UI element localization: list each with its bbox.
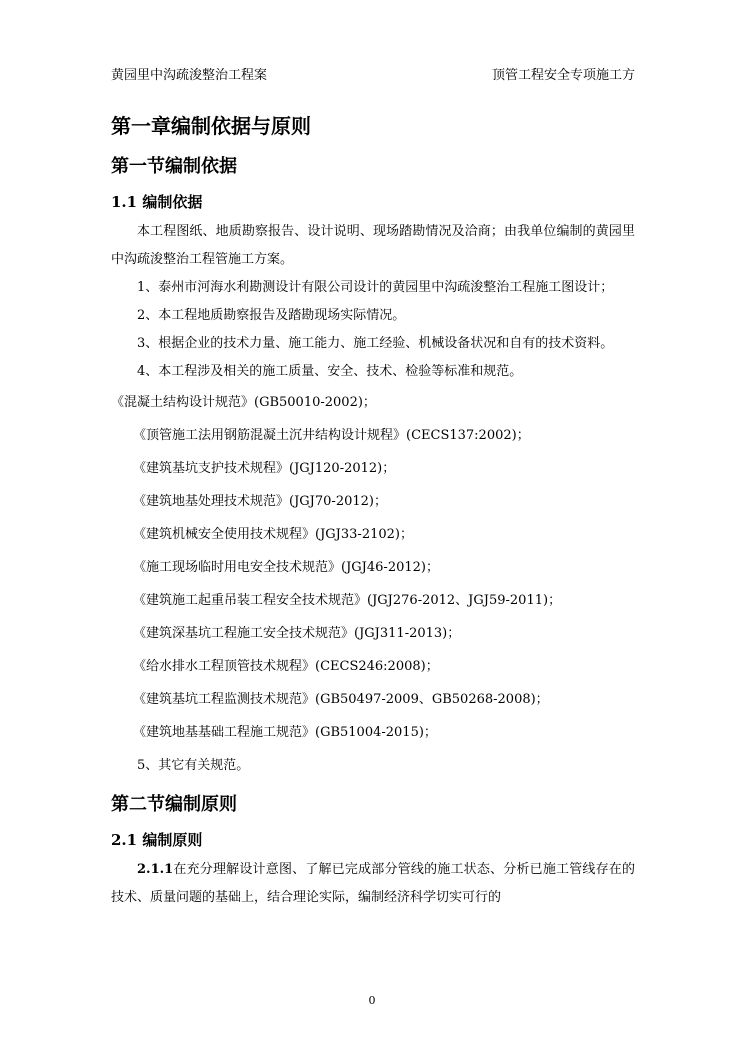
standard-ref-9: 《给水排水工程顶管技术规程》(CECS246:2008)； [133, 659, 439, 674]
basis-item-2: 2、本工程地质勘察报告及踏勘现场实际情况。 [137, 308, 406, 323]
standard-ref-7: 《建筑施工起重吊装工程安全技术规范》(JGJ276-2012、JGJ59-2011)； [133, 593, 562, 608]
basis-item-1: 1、泰州市河海水利勘测设计有限公司设计的黄园里中沟疏浚整治工程施工图设计； [137, 280, 614, 295]
chapter-title: 第一章编制依据与原则 [111, 114, 311, 138]
basis-item-5: 5、其它有关规范。 [137, 758, 250, 773]
section2-title: 第二节编制原则 [111, 794, 237, 815]
section1-title: 第一节编制依据 [111, 156, 237, 177]
standard-ref-3: 《建筑基坑支护技术规程》(JGJ120-2012)； [133, 461, 396, 476]
basis-item-3: 3、根据企业的技术力量、施工能力、施工经验、机械设备状况和自有的技术资料。 [137, 336, 614, 351]
header-document-type: 顶管工程安全专项施工方 [492, 68, 636, 83]
principle-number: 2.1.1 [137, 862, 174, 877]
header-project-name: 黄园里中沟疏浚整治工程案 [111, 68, 268, 83]
standard-ref-11: 《建筑地基基础工程施工规范》(GB51004-2015)； [133, 725, 437, 740]
principle-paragraph [111, 856, 635, 912]
standard-ref-1: 《混凝土结构设计规范》(GB50010-2002)； [111, 395, 376, 410]
standard-ref-2: 《顶管施工法用钢筋混凝土沉井结构设计规程》(CECS137:2002)； [133, 428, 530, 443]
standard-ref-6: 《施工现场临时用电安全技术规范》(JGJ46-2012)； [133, 560, 439, 575]
page-content [111, 108, 635, 912]
section1-intro: 本工程图纸、地质勘察报告、设计说明、现场踏勘情况及洽商；由我单位编制的黄园里中沟疏浚整治工程管施工方案。 [111, 224, 635, 267]
principle-text: 在充分理解设计意图、了解已完成部分管线的施工状态、分析已施工管线存在的技术、质量问题的基础上，结合理论实际，编制经济科学切实可行的 [111, 862, 635, 905]
standard-ref-4: 《建筑地基处理技术规范》(JGJ70-2012)； [133, 494, 387, 509]
basis-item-4: 4、本工程涉及相关的施工质量、安全、技术、检验等标准和规范。 [137, 364, 523, 379]
standard-ref-8: 《建筑深基坑工程施工安全技术规范》(JGJ311-2013)； [133, 626, 461, 641]
standard-ref-10: 《建筑基坑工程监测技术规范》(GB50497-2009、GB50268-2008)； [133, 692, 549, 707]
standard-ref-5: 《建筑机械安全使用技术规程》(JGJ33-2102)； [133, 527, 413, 542]
section1-subtitle: 1.1 编制依据 [111, 193, 203, 211]
page-number: 0 [368, 994, 376, 1007]
section2-subtitle: 2.1 编制原则 [111, 831, 203, 849]
